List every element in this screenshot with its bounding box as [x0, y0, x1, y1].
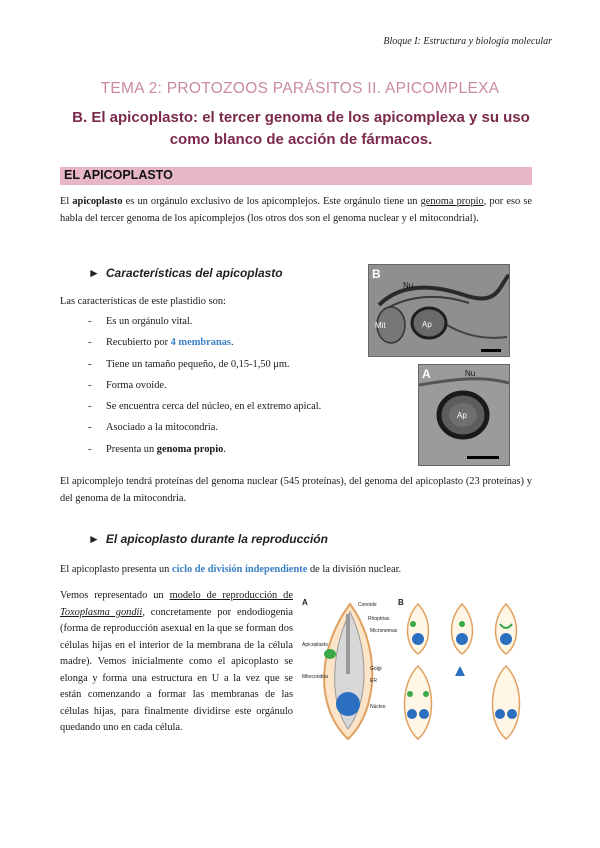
intro-text-1: El [60, 196, 73, 207]
list-item: - Tiene un tamaño pequeño, de 0,15-1,50 μm. [88, 359, 368, 380]
nucleus-label: Nu [465, 369, 476, 378]
diagram-label: Micronemas [370, 628, 398, 634]
diagram-label: Núcleo [370, 704, 386, 710]
intro-apicoplasto: apicoplasto [72, 196, 123, 207]
reproduction-intro: El apicoplasto presenta un ciclo de división independiente de la división nuclear. [60, 564, 402, 575]
reproduction-heading [88, 532, 328, 546]
micrograph-b-image [369, 265, 509, 356]
diagram-label: Rhoptrias [368, 616, 390, 622]
diagram-label: Mitocondria [302, 674, 328, 680]
toxoplasma-name: Toxoplasma gondii [60, 606, 143, 618]
mitochondria-label: Mit [375, 321, 386, 330]
panel-label: B [372, 267, 381, 281]
apicoplast-label: Ap [422, 320, 432, 329]
diagram-label: Conoide [358, 602, 377, 608]
independent-cycle-highlight: ciclo de división independiente [171, 564, 308, 575]
arrow-right-icon: ► [88, 266, 100, 280]
list-item: - Se encuentra cerca del núcleo, en el extremo apical. [88, 401, 368, 422]
characteristics-heading-text: Características del apicoplasto [105, 266, 283, 280]
list-item: - Recubierto por 4 membranas. [88, 337, 368, 358]
intro-text-2: es un orgánulo exclusivo de los apicomplejos. Este orgánulo tiene un [122, 196, 421, 207]
list-item: - Forma ovoide. [88, 380, 368, 401]
characteristics-lead: Las características de este plastidio son: [60, 296, 226, 307]
characteristics-heading [88, 266, 283, 280]
intro-paragraph [60, 194, 532, 227]
reproduction-body: Vemos representado un modelo de reproducción de Toxoplasma gondii, concretamente por endodiogenia (forma de reproducción asexual en la que se forman dos células hijas en el interior de la membrana de la célula madre). Vemos inicialmente como el apicoplasto se elonga y forma una estructura en U a la vez que se están comenzando a formar las membranas de las células hijas, para finalmente dividirse este orgánulo quedando uno en cada célula. [60, 590, 294, 733]
list-item: - Presenta un genoma propio. [88, 444, 368, 465]
intro-genoma-propio: genoma propio [420, 196, 484, 207]
arrow-right-icon: ► [88, 532, 100, 546]
intro-text-3: , por eso se habla del tercer genoma de los apicomplejos (los otros dos son el genoma nuclear y el mitocondrial). [60, 196, 532, 224]
tema-title: TEMA 2: PROTOZOOS PARÁSITOS II. APICOMPLEXA [100, 80, 500, 97]
nucleus-label: Nu [403, 281, 414, 290]
reproduction-heading-text: El apicoplasto durante la reproducción [105, 532, 328, 546]
endodyogeny-diagram [300, 594, 534, 744]
subtitle: B. El apicoplasto: el tercer genoma de los apicomplexa y su uso como blanco de acción de fármacos. [72, 109, 530, 148]
characteristics-list [88, 316, 368, 465]
diagram-image [300, 594, 534, 744]
diagram-panel-b-label: B [398, 598, 404, 607]
micrograph-a [418, 364, 510, 466]
diagram-label: Golgi [370, 666, 382, 672]
apicoplast-label: Ap [457, 411, 467, 420]
diagram-label: Apicoplasto [302, 642, 328, 648]
list-item: - Asociado a la mitocondria. [88, 422, 368, 443]
micrograph-b [368, 264, 510, 357]
model-link: modelo de reproducción de [169, 590, 293, 601]
characteristics-summary: El apicomplejo tendrá proteínas del genoma nuclear (545 proteínas), del genoma del apicoplasto (23 proteínas) y del genoma de la mitocondria. [60, 476, 532, 504]
panel-label: A [422, 367, 431, 381]
diagram-panel-a-label: A [302, 598, 308, 607]
section-bar [60, 167, 532, 185]
list-item: - Es un orgánulo vital. [88, 316, 368, 337]
section-title: EL APICOPLASTO [64, 168, 173, 182]
course-header: Bloque I: Estructura y biología molecular [383, 36, 552, 47]
diagram-label: ER [370, 678, 377, 684]
